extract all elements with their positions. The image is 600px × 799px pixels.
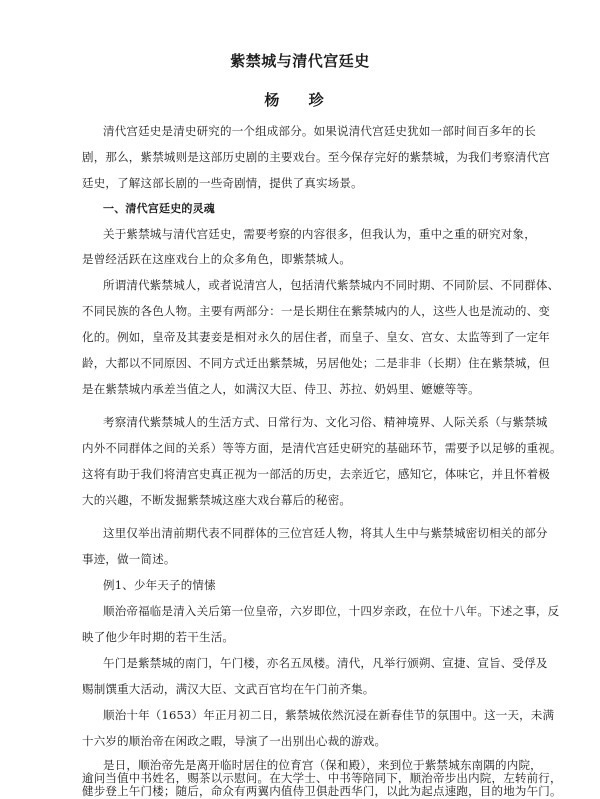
- paragraph-line: 廷史，了解这部长剧的一些奇剧情，提供了真实场景。: [82, 176, 363, 190]
- paragraph-line: 赐制馔重大活动，满汉大臣、文武百官均在午门前齐集。: [82, 682, 375, 696]
- paragraph-line: 不同民族的各色人物。主要有两部分：一是长期住在紫禁城内的人，这些人也是流动的、变: [82, 304, 550, 318]
- paragraph-line: 顺治十年（1653）年正月初二日，紫禁城依然沉浸在新春佳节的氛围中。这一天，未满: [103, 708, 555, 722]
- paragraph-line: 内外不同群体之间的关系）等等方面，是清代宫廷史研究的基础环节，需要予以足够的重视。: [82, 441, 562, 455]
- paragraph-line: 所谓清代紫禁城人，或者说清宫人，包括清代紫禁城内不同时期、不同阶层、不同群体、: [103, 278, 560, 292]
- section-heading: 一、清代宫廷史的灵魂: [103, 202, 215, 215]
- paragraph-line: 映了他少年时期的若干生活。: [82, 630, 235, 644]
- paragraph-line: 考察清代紫禁城人的生活方式、日常行为、文化习俗、精神境界、人际关系（与紫禁城: [103, 415, 548, 429]
- paragraph-line: 这将有助于我们将清宫史真正视为一部活的历史，去亲近它，感知它，体味它，并且怀着极: [82, 467, 550, 481]
- paragraph-line: 关于紫禁城与清代宫廷史，需要考察的内容很多，但我认为，重中之重的研究对象，: [103, 227, 536, 241]
- paragraph-line: 剧，那么，紫禁城则是这部历史剧的主要戏台。至今保存完好的紫禁城，为我们考察清代宫: [82, 150, 550, 164]
- paragraph-line: 清代宫廷史是清史研究的一个组成部分。如果说清代宫廷史犹如一部时间百多年的长: [103, 124, 536, 138]
- paragraph-line: 龄，大都以不同原因、不同方式迁出紫禁城，另居他处；二是非非（长期）住在紫禁城，但: [82, 356, 550, 370]
- paragraph-line: 十六岁的顺治帝在闲政之暇，导演了一出别出心裁的游戏。: [82, 734, 387, 748]
- paragraph-line: 这里仅举出清前期代表不同群体的三位宫廷人物，将其人生中与紫禁城密切相关的部分: [103, 526, 548, 540]
- paragraph-line: 是曾经活跃在这座戏台上的众多角色，即紫禁城人。: [82, 252, 352, 266]
- paragraph-line: 午门是紫禁城的南门，午门楼，亦名五凤楼。清代，凡举行颁朔、宣捷、宣旨、受俘及: [103, 656, 548, 670]
- document-author: 杨 珍: [264, 91, 336, 109]
- paragraph-line: 化的。例如，皇帝及其妻妾是相对永久的居住者，而皇子、皇女、宫女、太监等到了一定年: [82, 330, 550, 344]
- paragraph-line: 是在紫禁城内承差当值之人，如满汉大臣、侍卫、苏拉、奶妈里、嬷嬷等等。: [82, 382, 480, 396]
- paragraph-line: 健步登上午门楼；随后，命众有两翼内值侍卫俱赴西华门，以此为起点速跑，目的地为午门。: [82, 784, 562, 798]
- paragraph-line: 大的兴趣，不断发掘紫禁城这座大戏台幕后的秘密。: [82, 493, 352, 507]
- document-title: 紫禁城与清代宫廷史: [230, 52, 370, 70]
- example-heading: 例1、少年天子的情愫: [103, 578, 216, 592]
- paragraph-line: 逾问当值中书姓名，赐茶以示慰问。在大学士、中书等陪同下，顺治帝步出内院，左转前行，: [82, 771, 562, 785]
- paragraph-line: 是日，顺治帝先是离开临时居住的位育宫（保和殿），来到位于紫禁城东南隅的内院，: [103, 758, 542, 772]
- paragraph-line: 事迹，做一简述。: [82, 552, 176, 566]
- paragraph-line: 顺治帝福临是清入关后第一位皇帝，六岁即位，十四岁亲政，在位十八年。下述之事，反: [103, 604, 560, 618]
